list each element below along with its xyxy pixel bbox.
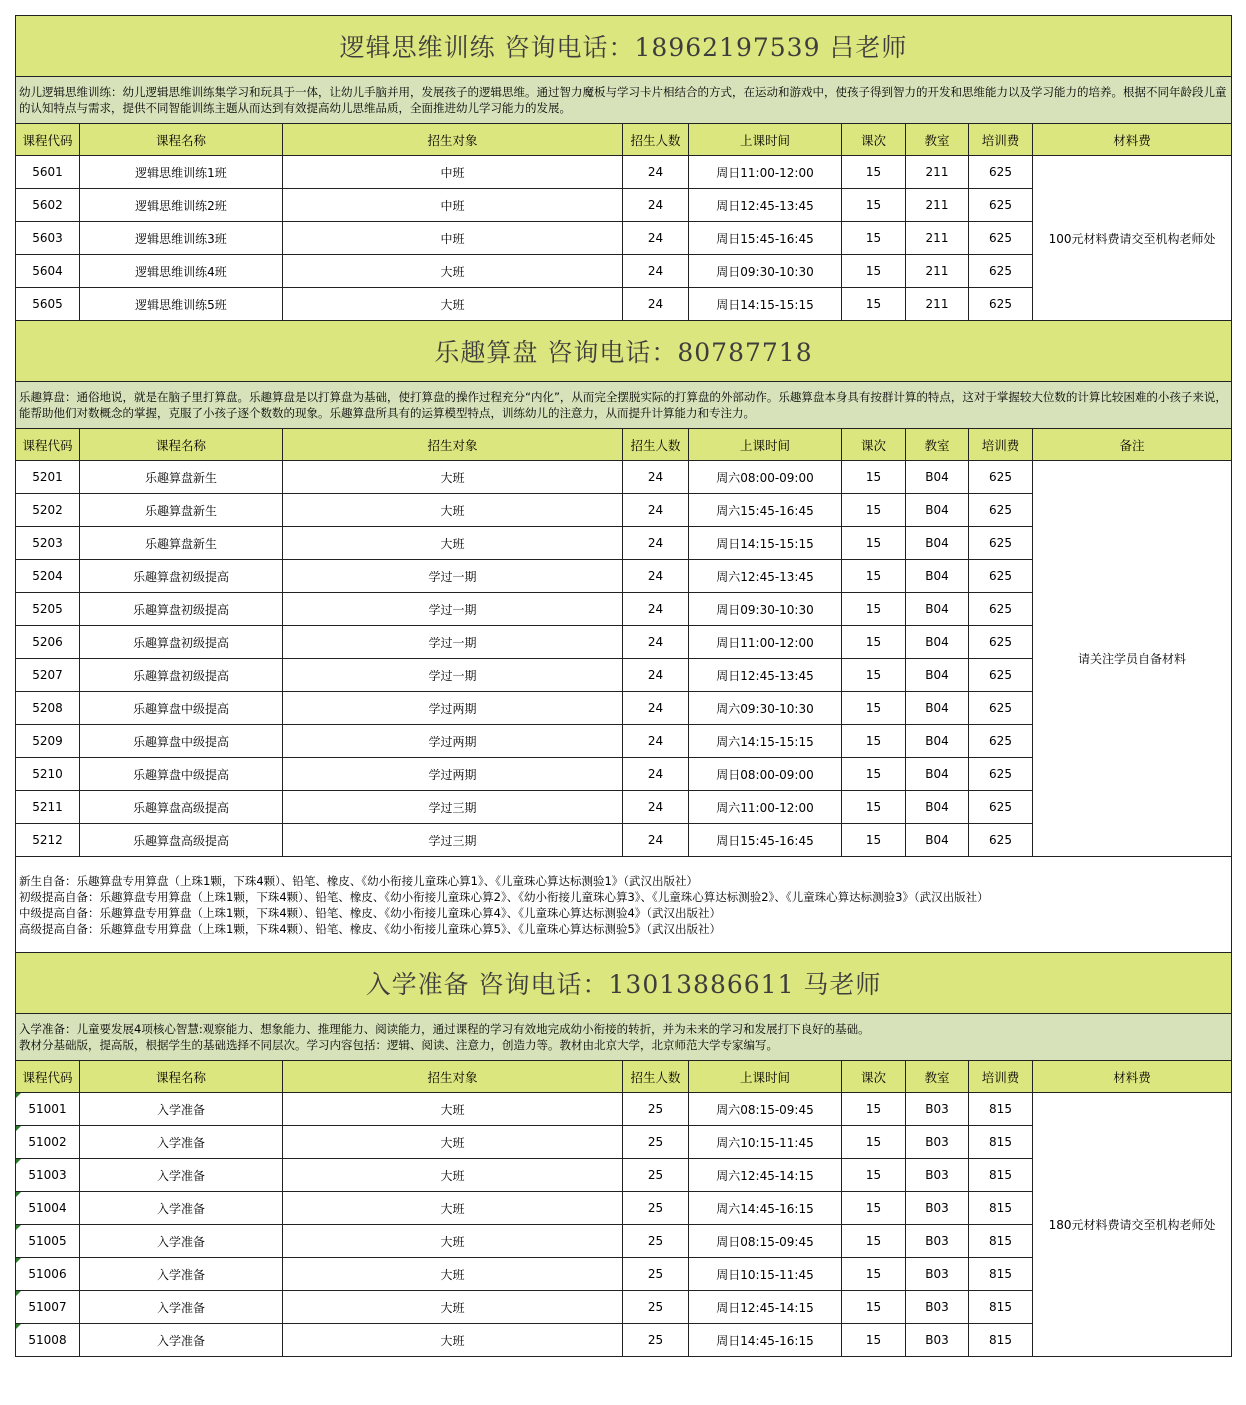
- cell-code: 5208: [16, 692, 80, 725]
- cell-sessions: 15: [842, 527, 906, 560]
- cell-fee: 625: [969, 659, 1033, 692]
- cell-target: 学过一期: [283, 626, 623, 659]
- header-capacity: 招生人数: [623, 124, 689, 156]
- cell-code-text: 51005: [28, 1234, 67, 1248]
- header-remark: 备注: [1033, 429, 1232, 461]
- cell-target: 大班: [283, 527, 623, 560]
- cell-code: [16, 1192, 80, 1225]
- cell-marker-icon: [16, 1126, 21, 1131]
- cell-fee: 815: [969, 1291, 1033, 1324]
- cell-room: B03: [906, 1192, 969, 1225]
- cell-time: 周六09:30-10:30: [689, 692, 842, 725]
- merged-note: 请关注学员自备材料: [1033, 461, 1232, 857]
- cell-room: B03: [906, 1225, 969, 1258]
- cell-room: 211: [906, 222, 969, 255]
- cell-name: 入学准备: [80, 1192, 283, 1225]
- header-room: 教室: [906, 124, 969, 156]
- cell-capacity: 24: [623, 593, 689, 626]
- cell-room: 211: [906, 288, 969, 321]
- cell-target: 学过一期: [283, 560, 623, 593]
- table-row: [16, 1093, 1232, 1126]
- cell-sessions: 15: [842, 824, 906, 857]
- header-target: 招生对象: [283, 429, 623, 461]
- cell-sessions: 15: [842, 791, 906, 824]
- cell-code: 5204: [16, 560, 80, 593]
- cell-room: B04: [906, 560, 969, 593]
- cell-capacity: 24: [623, 461, 689, 494]
- cell-fee: 625: [969, 560, 1033, 593]
- cell-capacity: 24: [623, 288, 689, 321]
- cell-capacity: 24: [623, 527, 689, 560]
- header-time: 上课时间: [689, 429, 842, 461]
- section-description-readiness: [16, 1014, 1232, 1061]
- cell-code: 5602: [16, 189, 80, 222]
- cell-time: 周日15:45-16:45: [689, 222, 842, 255]
- cell-room: 211: [906, 255, 969, 288]
- cell-room: B03: [906, 1291, 969, 1324]
- description-line: 教材分基础版，提高版，根据学生的基础选择不同层次。学习内容包括：逻辑、阅读、注意力，创造力等。教材由北京大学，北京师范大学专家编写。: [19, 1038, 778, 1052]
- cell-fee: 625: [969, 824, 1033, 857]
- cell-code: 5210: [16, 758, 80, 791]
- cell-target: 学过三期: [283, 824, 623, 857]
- section-title-abacus: 乐趣算盘 咨询电话：80787718: [16, 321, 1232, 382]
- cell-target: 学过一期: [283, 659, 623, 692]
- cell-name: 乐趣算盘高级提高: [80, 824, 283, 857]
- cell-code: 5203: [16, 527, 80, 560]
- cell-name: 乐趣算盘新生: [80, 461, 283, 494]
- cell-time: 周日09:30-10:30: [689, 593, 842, 626]
- cell-target: 中班: [283, 156, 623, 189]
- cell-name: 逻辑思维训练4班: [80, 255, 283, 288]
- cell-capacity: 24: [623, 626, 689, 659]
- cell-time: 周六14:45-16:15: [689, 1192, 842, 1225]
- materials-line: 中级提高自备：乐趣算盘专用算盘（上珠1颗，下珠4颗）、铅笔、橡皮、《幼小衔接儿童珠心算4》、《儿童珠心算达标测验4》（武汉出版社）: [19, 905, 722, 920]
- cell-target: 大班: [283, 1291, 623, 1324]
- cell-time: 周日14:15-15:15: [689, 527, 842, 560]
- cell-time: 周日08:00-09:00: [689, 758, 842, 791]
- section-title-readiness: 入学准备 咨询电话：13013886611 马老师: [16, 953, 1232, 1014]
- cell-code-text: 51003: [28, 1168, 67, 1182]
- header-room: 教室: [906, 1061, 969, 1093]
- cell-fee: 625: [969, 758, 1033, 791]
- cell-target: 大班: [283, 1258, 623, 1291]
- cell-capacity: 24: [623, 560, 689, 593]
- cell-code-text: 51004: [28, 1201, 67, 1215]
- cell-code: [16, 1225, 80, 1258]
- cell-sessions: 15: [842, 1324, 906, 1357]
- cell-target: 大班: [283, 1093, 623, 1126]
- cell-code: 5604: [16, 255, 80, 288]
- cell-sessions: 15: [842, 560, 906, 593]
- cell-capacity: 24: [623, 494, 689, 527]
- header-row: [16, 124, 1232, 156]
- cell-time: 周日09:30-10:30: [689, 255, 842, 288]
- header-target: 招生对象: [283, 1061, 623, 1093]
- cell-name: 乐趣算盘新生: [80, 527, 283, 560]
- cell-target: 大班: [283, 255, 623, 288]
- cell-time: 周六14:15-15:15: [689, 725, 842, 758]
- header-name: 课程名称: [80, 1061, 283, 1093]
- cell-sessions: 15: [842, 222, 906, 255]
- header-fee: 培训费: [969, 1061, 1033, 1093]
- header-capacity: 招生人数: [623, 1061, 689, 1093]
- cell-capacity: 25: [623, 1159, 689, 1192]
- cell-code: [16, 1258, 80, 1291]
- course-schedule-sheet: [15, 15, 1231, 1357]
- cell-room: B03: [906, 1159, 969, 1192]
- cell-capacity: 25: [623, 1192, 689, 1225]
- course-table: [15, 15, 1232, 1357]
- header-fee: 培训费: [969, 429, 1033, 461]
- cell-time: 周日14:15-15:15: [689, 288, 842, 321]
- cell-fee: 625: [969, 725, 1033, 758]
- cell-marker-icon: [16, 1291, 21, 1296]
- cell-time: 周日08:15-09:45: [689, 1225, 842, 1258]
- cell-capacity: 25: [623, 1225, 689, 1258]
- cell-time: 周六08:15-09:45: [689, 1093, 842, 1126]
- cell-sessions: 15: [842, 1126, 906, 1159]
- cell-name: 乐趣算盘新生: [80, 494, 283, 527]
- materials-line: 新生自备：乐趣算盘专用算盘（上珠1颗，下珠4颗）、铅笔、橡皮、《幼小衔接儿童珠心算1》、《儿童珠心算达标测验1》（武汉出版社）: [19, 873, 699, 888]
- cell-target: 大班: [283, 1225, 623, 1258]
- cell-code: 5205: [16, 593, 80, 626]
- cell-marker-icon: [16, 1192, 21, 1197]
- cell-name: 逻辑思维训练3班: [80, 222, 283, 255]
- header-capacity: 招生人数: [623, 429, 689, 461]
- cell-room: B04: [906, 593, 969, 626]
- cell-name: 入学准备: [80, 1291, 283, 1324]
- cell-name: 乐趣算盘中级提高: [80, 692, 283, 725]
- cell-sessions: 15: [842, 156, 906, 189]
- cell-time: 周日11:00-12:00: [689, 626, 842, 659]
- cell-sessions: 15: [842, 1225, 906, 1258]
- header-row: [16, 429, 1232, 461]
- cell-capacity: 25: [623, 1291, 689, 1324]
- cell-capacity: 25: [623, 1324, 689, 1357]
- cell-name: 逻辑思维训练2班: [80, 189, 283, 222]
- cell-room: B04: [906, 692, 969, 725]
- header-material: 材料费: [1033, 1061, 1232, 1093]
- cell-name: 乐趣算盘高级提高: [80, 791, 283, 824]
- cell-capacity: 25: [623, 1093, 689, 1126]
- materials-line: 初级提高自备：乐趣算盘专用算盘（上珠1颗，下珠4颗）、铅笔、橡皮、《幼小衔接儿童珠心算2》、《幼小衔接儿童珠心算3》、《儿童珠心算达标测验2》、《儿童珠心算达标测验3》（武汉出版社）: [19, 889, 989, 904]
- cell-time: 周日12:45-13:45: [689, 659, 842, 692]
- cell-fee: 815: [969, 1192, 1033, 1225]
- cell-target: 大班: [283, 1192, 623, 1225]
- table-row: [16, 156, 1232, 189]
- cell-fee: 625: [969, 494, 1033, 527]
- header-target: 招生对象: [283, 124, 623, 156]
- header-code: 课程代码: [16, 1061, 80, 1093]
- header-code: 课程代码: [16, 429, 80, 461]
- cell-code: 5201: [16, 461, 80, 494]
- cell-name: 乐趣算盘中级提高: [80, 758, 283, 791]
- cell-sessions: 15: [842, 461, 906, 494]
- cell-capacity: 24: [623, 692, 689, 725]
- cell-fee: 625: [969, 255, 1033, 288]
- cell-code: 5601: [16, 156, 80, 189]
- cell-fee: 625: [969, 288, 1033, 321]
- cell-sessions: 15: [842, 593, 906, 626]
- merged-material-note: 100元材料费请交至机构老师处: [1033, 156, 1232, 321]
- cell-time: 周六11:00-12:00: [689, 791, 842, 824]
- cell-name: 入学准备: [80, 1225, 283, 1258]
- header-time: 上课时间: [689, 1061, 842, 1093]
- cell-marker-icon: [16, 1324, 21, 1329]
- cell-code: 5603: [16, 222, 80, 255]
- merged-note: 180元材料费请交至机构老师处: [1033, 1093, 1232, 1357]
- cell-room: B04: [906, 791, 969, 824]
- header-time: 上课时间: [689, 124, 842, 156]
- cell-fee: 625: [969, 593, 1033, 626]
- cell-sessions: 15: [842, 725, 906, 758]
- cell-code: [16, 1324, 80, 1357]
- cell-fee: 625: [969, 461, 1033, 494]
- cell-fee: 815: [969, 1258, 1033, 1291]
- cell-room: 211: [906, 189, 969, 222]
- cell-fee: 625: [969, 527, 1033, 560]
- cell-name: 逻辑思维训练1班: [80, 156, 283, 189]
- cell-time: 周日15:45-16:45: [689, 824, 842, 857]
- cell-name: 入学准备: [80, 1159, 283, 1192]
- section-description-logic: 幼儿逻辑思维训练：幼儿逻辑思维训练集学习和玩具于一体，让幼儿手脑并用，发展孩子的逻辑思维。通过智力魔板与学习卡片相结合的方式，在运动和游戏中，使孩子得到智力的开发和思维能力以及学习能力的培养。根据不同年龄段儿童的认知特点与需求，提供不同智能训练主题从而达到有效提高幼儿思维品质，全面推进幼儿学习能力的发展。: [16, 77, 1232, 124]
- cell-room: B04: [906, 758, 969, 791]
- cell-target: 大班: [283, 1126, 623, 1159]
- cell-name: 入学准备: [80, 1258, 283, 1291]
- cell-sessions: 15: [842, 1291, 906, 1324]
- cell-capacity: 24: [623, 758, 689, 791]
- cell-target: 学过两期: [283, 725, 623, 758]
- cell-fee: 625: [969, 156, 1033, 189]
- cell-name: 乐趣算盘初级提高: [80, 560, 283, 593]
- cell-sessions: 15: [842, 758, 906, 791]
- cell-sessions: 15: [842, 288, 906, 321]
- cell-room: B04: [906, 626, 969, 659]
- header-room: 教室: [906, 429, 969, 461]
- cell-name: 入学准备: [80, 1093, 283, 1126]
- cell-code: 5206: [16, 626, 80, 659]
- cell-code-text: 51006: [28, 1267, 67, 1281]
- cell-target: 大班: [283, 288, 623, 321]
- cell-name: 乐趣算盘初级提高: [80, 626, 283, 659]
- header-sessions: 课次: [842, 429, 906, 461]
- cell-time: 周日12:45-14:15: [689, 1291, 842, 1324]
- cell-fee: 625: [969, 222, 1033, 255]
- cell-code: 5212: [16, 824, 80, 857]
- cell-code: 5209: [16, 725, 80, 758]
- cell-room: B03: [906, 1126, 969, 1159]
- cell-capacity: 24: [623, 255, 689, 288]
- cell-fee: 815: [969, 1126, 1033, 1159]
- cell-name: 入学准备: [80, 1126, 283, 1159]
- cell-fee: 625: [969, 626, 1033, 659]
- header-row: [16, 1061, 1232, 1093]
- cell-room: B04: [906, 659, 969, 692]
- cell-code-text: 51007: [28, 1300, 67, 1314]
- cell-time: 周日14:45-16:15: [689, 1324, 842, 1357]
- cell-time: 周六10:15-11:45: [689, 1126, 842, 1159]
- section-title-logic: 逻辑思维训练 咨询电话：18962197539 吕老师: [16, 16, 1232, 77]
- cell-capacity: 24: [623, 189, 689, 222]
- cell-fee: 815: [969, 1093, 1033, 1126]
- cell-capacity: 24: [623, 791, 689, 824]
- cell-target: 大班: [283, 1159, 623, 1192]
- cell-fee: 625: [969, 692, 1033, 725]
- cell-sessions: 15: [842, 189, 906, 222]
- cell-marker-icon: [16, 1258, 21, 1263]
- cell-room: B03: [906, 1093, 969, 1126]
- cell-marker-icon: [16, 1225, 21, 1230]
- cell-marker-icon: [16, 1093, 21, 1098]
- cell-sessions: 15: [842, 255, 906, 288]
- cell-target: 大班: [283, 1324, 623, 1357]
- cell-sessions: 15: [842, 1258, 906, 1291]
- cell-room: B04: [906, 494, 969, 527]
- cell-sessions: 15: [842, 1159, 906, 1192]
- header-fee: 培训费: [969, 124, 1033, 156]
- cell-target: 学过三期: [283, 791, 623, 824]
- description-line: 入学准备：儿童要发展4项核心智慧:观察能力、想象能力、推理能力、阅读能力，通过课程的学习有效地完成幼小衔接的转折，并为未来的学习和发展打下良好的基础。: [19, 1022, 870, 1036]
- cell-room: B04: [906, 461, 969, 494]
- cell-capacity: 24: [623, 156, 689, 189]
- cell-room: B04: [906, 824, 969, 857]
- cell-capacity: 24: [623, 659, 689, 692]
- cell-name: 乐趣算盘初级提高: [80, 659, 283, 692]
- cell-fee: 815: [969, 1225, 1033, 1258]
- cell-target: 学过两期: [283, 692, 623, 725]
- cell-capacity: 24: [623, 824, 689, 857]
- cell-code: 5202: [16, 494, 80, 527]
- cell-target: 学过一期: [283, 593, 623, 626]
- cell-time: 周六12:45-14:15: [689, 1159, 842, 1192]
- header-material: 材料费: [1033, 124, 1232, 156]
- cell-code-text: 51008: [28, 1333, 67, 1347]
- cell-room: B03: [906, 1324, 969, 1357]
- cell-capacity: 24: [623, 222, 689, 255]
- cell-capacity: 25: [623, 1258, 689, 1291]
- cell-time: 周日12:45-13:45: [689, 189, 842, 222]
- cell-code: 5211: [16, 791, 80, 824]
- cell-capacity: 24: [623, 725, 689, 758]
- cell-sessions: 15: [842, 692, 906, 725]
- cell-target: 中班: [283, 189, 623, 222]
- cell-room: B03: [906, 1258, 969, 1291]
- materials-line: 高级提高自备：乐趣算盘专用算盘（上珠1颗，下珠4颗）、铅笔、橡皮、《幼小衔接儿童珠心算5》、《儿童珠心算达标测验5》（武汉出版社）: [19, 921, 722, 936]
- cell-room: B04: [906, 725, 969, 758]
- cell-code: 5207: [16, 659, 80, 692]
- cell-marker-icon: [16, 1159, 21, 1164]
- cell-target: 学过两期: [283, 758, 623, 791]
- cell-target: 中班: [283, 222, 623, 255]
- header-sessions: 课次: [842, 1061, 906, 1093]
- cell-fee: 625: [969, 791, 1033, 824]
- header-sessions: 课次: [842, 124, 906, 156]
- cell-code: [16, 1291, 80, 1324]
- cell-time: 周六12:45-13:45: [689, 560, 842, 593]
- cell-name: 逻辑思维训练5班: [80, 288, 283, 321]
- table-row: [16, 461, 1232, 494]
- cell-time: 周日11:00-12:00: [689, 156, 842, 189]
- header-name: 课程名称: [80, 429, 283, 461]
- cell-time: 周六08:00-09:00: [689, 461, 842, 494]
- header-name: 课程名称: [80, 124, 283, 156]
- cell-time: 周日10:15-11:45: [689, 1258, 842, 1291]
- cell-code: [16, 1093, 80, 1126]
- cell-code-text: 51001: [28, 1102, 67, 1116]
- cell-room: B04: [906, 527, 969, 560]
- cell-sessions: 15: [842, 626, 906, 659]
- cell-sessions: 15: [842, 1093, 906, 1126]
- cell-code: [16, 1159, 80, 1192]
- materials-note: [16, 857, 1232, 953]
- cell-code: [16, 1126, 80, 1159]
- cell-code: 5605: [16, 288, 80, 321]
- cell-name: 乐趣算盘初级提高: [80, 593, 283, 626]
- cell-sessions: 15: [842, 494, 906, 527]
- section-description-abacus: 乐趣算盘：通俗地说，就是在脑子里打算盘。乐趣算盘是以打算盘为基础，使打算盘的操作过程充分“内化”，从而完全摆脱实际的打算盘的外部动作。乐趣算盘本身具有按群计算的特点，这对于掌握较大位数的计算比较困难的小孩子来说，能帮助他们对数概念的掌握，克服了小孩子逐个数数的现象。乐趣算盘所具有的运算模型特点，训练幼儿的注意力，从而提升计算能力和专注力。: [16, 382, 1232, 429]
- cell-capacity: 25: [623, 1126, 689, 1159]
- cell-name: 乐趣算盘中级提高: [80, 725, 283, 758]
- cell-code-text: 51002: [28, 1135, 67, 1149]
- cell-fee: 815: [969, 1324, 1033, 1357]
- cell-name: 入学准备: [80, 1324, 283, 1357]
- cell-sessions: 15: [842, 659, 906, 692]
- cell-fee: 815: [969, 1159, 1033, 1192]
- header-code: 课程代码: [16, 124, 80, 156]
- cell-time: 周六15:45-16:45: [689, 494, 842, 527]
- cell-sessions: 15: [842, 1192, 906, 1225]
- cell-target: 大班: [283, 461, 623, 494]
- cell-fee: 625: [969, 189, 1033, 222]
- cell-room: 211: [906, 156, 969, 189]
- cell-target: 大班: [283, 494, 623, 527]
